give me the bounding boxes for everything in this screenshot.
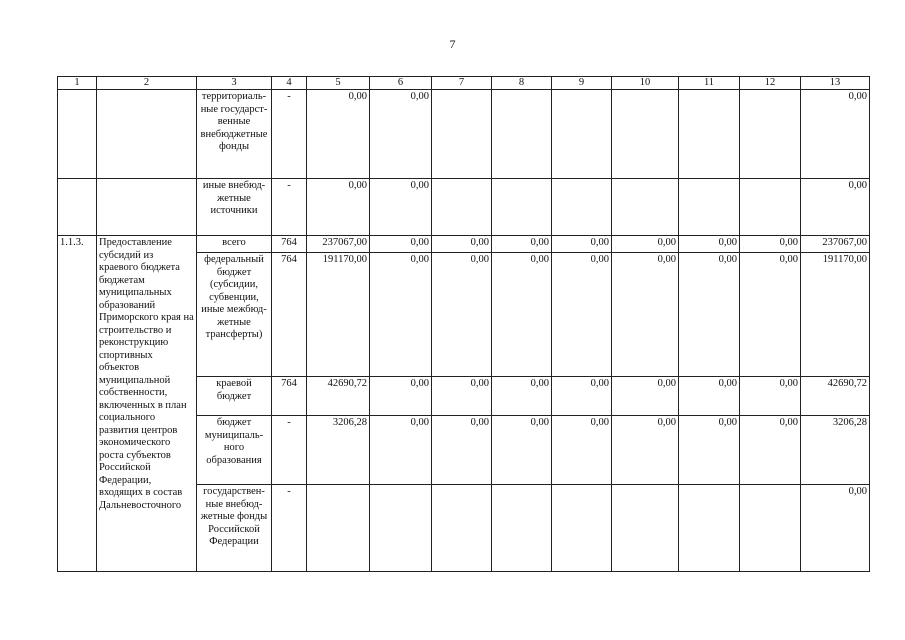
col10-value: 0,00 [612, 377, 679, 416]
col8-value [492, 485, 552, 572]
col6-value: 0,00 [370, 377, 432, 416]
col13-value: 237067,00 [801, 236, 870, 253]
col6-value [370, 485, 432, 572]
col4-value: - [272, 90, 307, 179]
col13-value: 42690,72 [801, 377, 870, 416]
col6-value: 0,00 [370, 416, 432, 485]
table-row [58, 90, 870, 179]
col9-value: 0,00 [552, 236, 612, 253]
col12-value: 0,00 [740, 377, 801, 416]
funding-source: государствен-ные внебюд-жетные фонды Российской Федерации [197, 485, 272, 572]
funding-source: краевой бюджет [197, 377, 272, 416]
column-number: 8 [492, 77, 552, 90]
col9-value: 0,00 [552, 416, 612, 485]
col6-value: 0,00 [370, 179, 432, 236]
col6-value: 0,00 [370, 90, 432, 179]
col8-value: 0,00 [492, 416, 552, 485]
col5-value: 191170,00 [307, 253, 370, 377]
column-number: 9 [552, 77, 612, 90]
col10-value: 0,00 [612, 236, 679, 253]
col10-value [612, 485, 679, 572]
funding-source: бюджет муниципаль-ного образования [197, 416, 272, 485]
table-row [58, 236, 870, 253]
col11-value [679, 179, 740, 236]
col7-value: 0,00 [432, 416, 492, 485]
column-number: 7 [432, 77, 492, 90]
column-number: 11 [679, 77, 740, 90]
funding-source: всего [197, 236, 272, 253]
col5-value: 3206,28 [307, 416, 370, 485]
col8-value: 0,00 [492, 236, 552, 253]
col11-value: 0,00 [679, 416, 740, 485]
col4-value: 764 [272, 253, 307, 377]
col13-value: 0,00 [801, 179, 870, 236]
column-number: 13 [801, 77, 870, 90]
table-row [58, 179, 870, 236]
col7-value [432, 90, 492, 179]
col10-value: 0,00 [612, 253, 679, 377]
col12-value [740, 179, 801, 236]
col13-value: 0,00 [801, 90, 870, 179]
column-number: 5 [307, 77, 370, 90]
col4-value: 764 [272, 236, 307, 253]
col4-value: - [272, 179, 307, 236]
funding-source: федеральный бюджет (субсидии, субвенции, иные межбюд-жетные трансферты) [197, 253, 272, 377]
item-description-cell [97, 90, 197, 179]
funding-source: иные внебюд-жетные источники [197, 179, 272, 236]
col9-value [552, 179, 612, 236]
col8-value: 0,00 [492, 377, 552, 416]
col6-value: 0,00 [370, 253, 432, 377]
col10-value: 0,00 [612, 416, 679, 485]
col5-value: 0,00 [307, 179, 370, 236]
col9-value [552, 90, 612, 179]
column-number: 4 [272, 77, 307, 90]
item-code-cell [58, 179, 97, 236]
column-number: 2 [97, 77, 197, 90]
col6-value: 0,00 [370, 236, 432, 253]
col12-value: 0,00 [740, 236, 801, 253]
column-numbers-row [58, 77, 870, 90]
col11-value [679, 485, 740, 572]
col11-value [679, 90, 740, 179]
col5-value [307, 485, 370, 572]
column-number: 1 [58, 77, 97, 90]
col12-value: 0,00 [740, 253, 801, 377]
col7-value [432, 485, 492, 572]
col4-value: - [272, 416, 307, 485]
col5-value: 0,00 [307, 90, 370, 179]
col10-value [612, 179, 679, 236]
column-number: 12 [740, 77, 801, 90]
col8-value [492, 179, 552, 236]
item-description: Предоставление субсидий из краевого бюджета бюджетам муниципальных образований Приморского края на строительство и реконструкцию спортивных объектов муниципальной собственности, включенных в план социального развития центров экономического роста субъектов Российской Федерации, входящих в состав Дальневосточного [97, 236, 197, 572]
col9-value: 0,00 [552, 253, 612, 377]
col7-value: 0,00 [432, 253, 492, 377]
col7-value: 0,00 [432, 377, 492, 416]
col11-value: 0,00 [679, 253, 740, 377]
col8-value: 0,00 [492, 253, 552, 377]
col10-value [612, 90, 679, 179]
col5-value: 237067,00 [307, 236, 370, 253]
col8-value [492, 90, 552, 179]
col9-value [552, 485, 612, 572]
column-number: 3 [197, 77, 272, 90]
col11-value: 0,00 [679, 377, 740, 416]
column-number: 6 [370, 77, 432, 90]
col11-value: 0,00 [679, 236, 740, 253]
col5-value: 42690,72 [307, 377, 370, 416]
column-number: 10 [612, 77, 679, 90]
col13-value: 0,00 [801, 485, 870, 572]
item-code: 1.1.3. [58, 236, 97, 572]
item-description-cell [97, 179, 197, 236]
col13-value: 3206,28 [801, 416, 870, 485]
col7-value [432, 179, 492, 236]
col4-value: 764 [272, 377, 307, 416]
page-number: 7 [449, 37, 456, 51]
funding-source: территориаль-ные государст-венные внебюджетные фонды [197, 90, 272, 179]
col7-value: 0,00 [432, 236, 492, 253]
item-code-cell [58, 90, 97, 179]
budget-table [57, 76, 870, 572]
col12-value: 0,00 [740, 416, 801, 485]
col12-value [740, 485, 801, 572]
col12-value [740, 90, 801, 179]
col4-value: - [272, 485, 307, 572]
col13-value: 191170,00 [801, 253, 870, 377]
col9-value: 0,00 [552, 377, 612, 416]
